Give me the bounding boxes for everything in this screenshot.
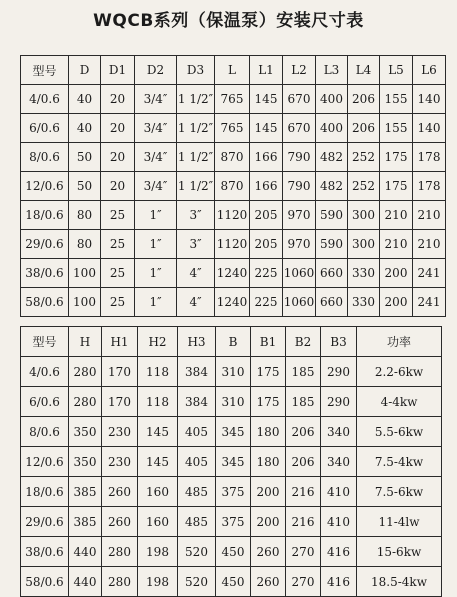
- table-cell: 590: [316, 201, 348, 230]
- table-cell: 230: [102, 417, 138, 447]
- table-cell: 1240: [215, 288, 250, 317]
- table-cell: 520: [178, 537, 216, 567]
- table-cell: 11-4lw: [357, 507, 442, 537]
- model-cell: 29/0.6: [21, 230, 69, 259]
- table-cell: 590: [316, 230, 348, 259]
- table-cell: 166: [250, 143, 283, 172]
- header-cell: D1: [101, 56, 135, 85]
- table-cell: 5.5-6kw: [357, 417, 442, 447]
- header-cell: H1: [102, 327, 138, 357]
- model-cell: 8/0.6: [21, 417, 69, 447]
- table-cell: 25: [101, 259, 135, 288]
- header-cell: 型号: [21, 327, 69, 357]
- table-cell: 3/4″: [135, 172, 177, 201]
- table-cell: 1060: [283, 259, 316, 288]
- table-cell: 450: [216, 537, 251, 567]
- model-cell: 12/0.6: [21, 447, 69, 477]
- table-cell: 870: [215, 143, 250, 172]
- table-cell: 790: [283, 143, 316, 172]
- table-cell: 100: [69, 259, 101, 288]
- page-title: WQCB系列（保温泵）安装尺寸表: [93, 11, 364, 31]
- table-cell: 485: [178, 507, 216, 537]
- table-cell: 50: [69, 172, 101, 201]
- table-cell: 765: [215, 114, 250, 143]
- table-cell: 198: [138, 567, 178, 597]
- model-cell: 29/0.6: [21, 507, 69, 537]
- header-cell: H2: [138, 327, 178, 357]
- table-cell: 260: [102, 477, 138, 507]
- table-cell: 405: [178, 417, 216, 447]
- table-row: [21, 143, 446, 172]
- table-cell: 3/4″: [135, 143, 177, 172]
- table-cell: 385: [69, 507, 102, 537]
- table-cell: 310: [216, 357, 251, 387]
- table-row: [21, 387, 442, 417]
- table-cell: 40: [69, 114, 101, 143]
- table-cell: 260: [251, 537, 286, 567]
- header-cell: B3: [321, 327, 357, 357]
- table-cell: 482: [316, 172, 348, 201]
- table-cell: 20: [101, 143, 135, 172]
- table-cell: 145: [138, 447, 178, 477]
- table-cell: 140: [413, 114, 446, 143]
- model-cell: 38/0.6: [21, 259, 69, 288]
- table-cell: 178: [413, 172, 446, 201]
- table-cell: 118: [138, 387, 178, 417]
- header-cell: L3: [316, 56, 348, 85]
- table-cell: 350: [69, 417, 102, 447]
- table-cell: 170: [102, 387, 138, 417]
- header-cell: D3: [177, 56, 215, 85]
- table-cell: 210: [413, 201, 446, 230]
- table-row: [21, 172, 446, 201]
- table-cell: 160: [138, 477, 178, 507]
- table-cell: 145: [138, 417, 178, 447]
- table-cell: 440: [69, 567, 102, 597]
- model-cell: 4/0.6: [21, 357, 69, 387]
- table-cell: 225: [250, 288, 283, 317]
- table-cell: 270: [286, 537, 321, 567]
- table-cell: 280: [69, 357, 102, 387]
- header-cell: D: [69, 56, 101, 85]
- table-cell: 670: [283, 114, 316, 143]
- table-cell: 450: [216, 567, 251, 597]
- table-cell: 241: [413, 288, 446, 317]
- table-cell: 180: [251, 417, 286, 447]
- table-cell: 230: [102, 447, 138, 477]
- dimension-table: [20, 55, 446, 317]
- table-cell: 50: [69, 143, 101, 172]
- table-cell: 205: [250, 201, 283, 230]
- table-row: [21, 417, 442, 447]
- table-header-row: [21, 56, 446, 85]
- table-cell: 4-4kw: [357, 387, 442, 417]
- table-row: [21, 259, 446, 288]
- table-cell: 140: [413, 85, 446, 114]
- table-cell: 155: [380, 85, 413, 114]
- table-cell: 340: [321, 417, 357, 447]
- header-cell: 功率: [357, 327, 442, 357]
- table-row: [21, 537, 442, 567]
- table-row: [21, 477, 442, 507]
- table-cell: 3/4″: [135, 85, 177, 114]
- table-cell: 80: [69, 230, 101, 259]
- table-cell: 155: [380, 114, 413, 143]
- header-cell: H: [69, 327, 102, 357]
- table-cell: 145: [250, 85, 283, 114]
- table-cell: 4″: [177, 259, 215, 288]
- table-cell: 180: [251, 447, 286, 477]
- table-cell: 410: [321, 507, 357, 537]
- table-cell: 216: [286, 507, 321, 537]
- table-cell: 175: [251, 387, 286, 417]
- table-cell: 4″: [177, 288, 215, 317]
- header-cell: 型号: [21, 56, 69, 85]
- header-cell: L6: [413, 56, 446, 85]
- table-cell: 210: [380, 201, 413, 230]
- table-cell: 185: [286, 387, 321, 417]
- table-header-row: [21, 327, 442, 357]
- table-cell: 1 1/2″: [177, 85, 215, 114]
- table-row: [21, 507, 442, 537]
- table-cell: 20: [101, 85, 135, 114]
- table-cell: 1″: [135, 230, 177, 259]
- table-cell: 100: [69, 288, 101, 317]
- table-cell: 1 1/2″: [177, 114, 215, 143]
- table-cell: 1 1/2″: [177, 172, 215, 201]
- table-cell: 375: [216, 477, 251, 507]
- table-cell: 206: [286, 447, 321, 477]
- table-cell: 1120: [215, 230, 250, 259]
- table-cell: 870: [215, 172, 250, 201]
- model-cell: 4/0.6: [21, 85, 69, 114]
- model-cell: 58/0.6: [21, 288, 69, 317]
- table-cell: 241: [413, 259, 446, 288]
- table-cell: 400: [316, 114, 348, 143]
- table-cell: 20: [101, 172, 135, 201]
- model-cell: 6/0.6: [21, 114, 69, 143]
- table-cell: 206: [286, 417, 321, 447]
- table-cell: 7.5-4kw: [357, 447, 442, 477]
- table-row: [21, 567, 442, 597]
- table-cell: 3/4″: [135, 114, 177, 143]
- table-cell: 485: [178, 477, 216, 507]
- table-cell: 145: [250, 114, 283, 143]
- table-cell: 200: [380, 288, 413, 317]
- table-cell: 20: [101, 114, 135, 143]
- table-cell: 1″: [135, 259, 177, 288]
- model-cell: 58/0.6: [21, 567, 69, 597]
- table-cell: 175: [380, 172, 413, 201]
- header-cell: B: [216, 327, 251, 357]
- table-cell: 660: [316, 259, 348, 288]
- table-cell: 280: [102, 537, 138, 567]
- table-cell: 405: [178, 447, 216, 477]
- dimension-power-table: [20, 326, 442, 597]
- table-cell: 300: [348, 230, 380, 259]
- table-cell: 178: [413, 143, 446, 172]
- table-cell: 185: [286, 357, 321, 387]
- model-cell: 18/0.6: [21, 201, 69, 230]
- table-cell: 2.2-6kw: [357, 357, 442, 387]
- table-cell: 15-6kw: [357, 537, 442, 567]
- table-cell: 3″: [177, 201, 215, 230]
- table-cell: 375: [216, 507, 251, 537]
- table-cell: 400: [316, 85, 348, 114]
- table-cell: 270: [286, 567, 321, 597]
- table-cell: 175: [380, 143, 413, 172]
- model-cell: 12/0.6: [21, 172, 69, 201]
- header-cell: D2: [135, 56, 177, 85]
- table-cell: 384: [178, 357, 216, 387]
- table-cell: 170: [102, 357, 138, 387]
- table-cell: 166: [250, 172, 283, 201]
- table-cell: 18.5-4kw: [357, 567, 442, 597]
- table-row: [21, 85, 446, 114]
- table-cell: 330: [348, 288, 380, 317]
- header-cell: L5: [380, 56, 413, 85]
- table-cell: 200: [251, 507, 286, 537]
- table-cell: 310: [216, 387, 251, 417]
- table-cell: 1060: [283, 288, 316, 317]
- table-cell: 225: [250, 259, 283, 288]
- table-cell: 290: [321, 357, 357, 387]
- table-cell: 3″: [177, 230, 215, 259]
- table-cell: 520: [178, 567, 216, 597]
- table-cell: 80: [69, 201, 101, 230]
- table-cell: 970: [283, 230, 316, 259]
- table-row: [21, 230, 446, 259]
- table-cell: 660: [316, 288, 348, 317]
- table-row: [21, 288, 446, 317]
- table-cell: 205: [250, 230, 283, 259]
- table-cell: 206: [348, 85, 380, 114]
- table-cell: 25: [101, 230, 135, 259]
- table-cell: 260: [102, 507, 138, 537]
- table-cell: 440: [69, 537, 102, 567]
- table-cell: 350: [69, 447, 102, 477]
- header-cell: B2: [286, 327, 321, 357]
- table-cell: 25: [101, 201, 135, 230]
- table-row: [21, 447, 442, 477]
- table-row: [21, 201, 446, 230]
- model-cell: 38/0.6: [21, 537, 69, 567]
- table-cell: 300: [348, 201, 380, 230]
- table-cell: 330: [348, 259, 380, 288]
- table-row: [21, 114, 446, 143]
- table-cell: 340: [321, 447, 357, 477]
- table-cell: 160: [138, 507, 178, 537]
- table-cell: 200: [251, 477, 286, 507]
- table-cell: 198: [138, 537, 178, 567]
- header-cell: L2: [283, 56, 316, 85]
- table-cell: 7.5-6kw: [357, 477, 442, 507]
- table-cell: 210: [380, 230, 413, 259]
- table-cell: 280: [69, 387, 102, 417]
- table-cell: 206: [348, 114, 380, 143]
- table-cell: 1″: [135, 288, 177, 317]
- table-cell: 175: [251, 357, 286, 387]
- model-cell: 8/0.6: [21, 143, 69, 172]
- table-cell: 970: [283, 201, 316, 230]
- table-cell: 1 1/2″: [177, 143, 215, 172]
- header-cell: L: [215, 56, 250, 85]
- header-cell: L1: [250, 56, 283, 85]
- table-cell: 416: [321, 567, 357, 597]
- table-cell: 216: [286, 477, 321, 507]
- table-row: [21, 357, 442, 387]
- table-cell: 385: [69, 477, 102, 507]
- table-cell: 40: [69, 85, 101, 114]
- table-cell: 790: [283, 172, 316, 201]
- table-cell: 482: [316, 143, 348, 172]
- table-cell: 252: [348, 172, 380, 201]
- model-cell: 18/0.6: [21, 477, 69, 507]
- table-cell: 384: [178, 387, 216, 417]
- table-cell: 290: [321, 387, 357, 417]
- table-cell: 765: [215, 85, 250, 114]
- table-cell: 1240: [215, 259, 250, 288]
- table-cell: 416: [321, 537, 357, 567]
- model-cell: 6/0.6: [21, 387, 69, 417]
- table-cell: 25: [101, 288, 135, 317]
- header-cell: B1: [251, 327, 286, 357]
- table-cell: 252: [348, 143, 380, 172]
- table-cell: 1″: [135, 201, 177, 230]
- table-cell: 210: [413, 230, 446, 259]
- header-cell: L4: [348, 56, 380, 85]
- table-cell: 280: [102, 567, 138, 597]
- table-cell: 345: [216, 417, 251, 447]
- table-cell: 410: [321, 477, 357, 507]
- table-cell: 118: [138, 357, 178, 387]
- table-cell: 200: [380, 259, 413, 288]
- header-cell: H3: [178, 327, 216, 357]
- table-cell: 670: [283, 85, 316, 114]
- table-cell: 345: [216, 447, 251, 477]
- table-cell: 1120: [215, 201, 250, 230]
- table-cell: 260: [251, 567, 286, 597]
